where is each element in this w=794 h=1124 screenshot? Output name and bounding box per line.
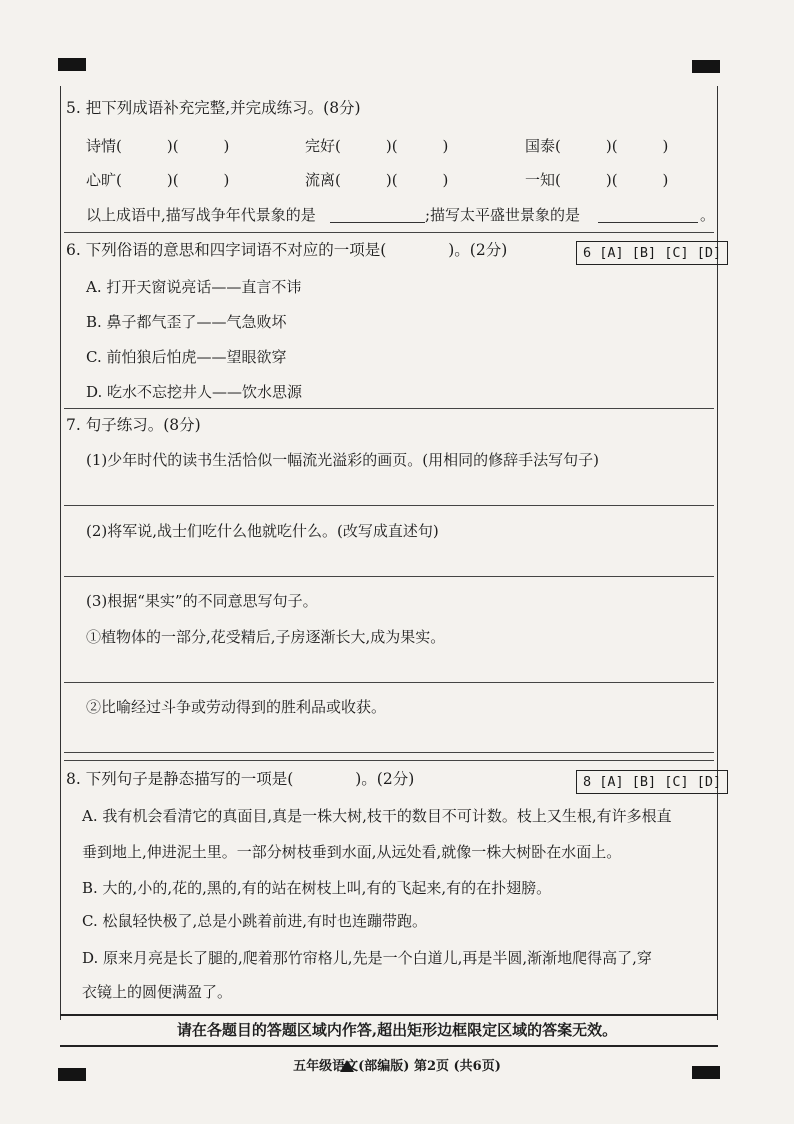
q7-title: 7. 句子练习。(8分) [66,416,201,434]
q5-blank-peace[interactable] [598,222,698,223]
q8-option-b: B. 大的,小的,花的,黑的,有的站在树枝上叫,有的飞起来,有的在扑翅膀。 [82,879,552,897]
q7-answer-line-2[interactable] [64,576,714,577]
q8-option-c: C. 松鼠轻快极了,总是小跳着前进,有时也连蹦带跑。 [82,912,428,930]
q8-option-d-line1: D. 原来月亮是长了腿的,爬着那竹帘格儿,先是一个白道儿,再是半圆,渐渐地爬得高了,穿 [82,949,652,967]
page-number: 五年级语文(部编版) 第2页 (共6页) [293,1059,501,1074]
q8-answer-box[interactable]: 8 [A] [B] [C] [D] [576,770,728,794]
q8-option-a-line1: A. 我有机会看清它的真面目,真是一株大树,枝干的数目不可计数。枝上又生根,有许多根直 [82,807,672,825]
divider-q5-q6 [64,232,714,233]
divider-q6-q7 [64,408,714,409]
q5-idiom-3: 国泰( )( ) [525,137,669,155]
q7-answer-line-3a[interactable] [64,682,714,683]
q5-blank-war[interactable] [330,222,425,223]
q5-title: 5. 把下列成语补充完整,并完成练习。(8分) [66,99,361,117]
q7-answer-line-1[interactable] [64,505,714,506]
q6-option-b: B. 鼻子都气歪了——气急败坏 [86,313,287,331]
q5-fill-b: ;描写太平盛世景象的是 [425,206,581,224]
q6-option-a: A. 打开天窗说亮话——直言不讳 [86,278,302,296]
footer-rule-top [60,1014,718,1016]
q7-sentence-3: (3)根据“果实”的不同意思写句子。 [86,592,318,610]
q5-idiom-5: 流离( )( ) [305,171,449,189]
q6-answer-box[interactable]: 6 [A] [B] [C] [D] [576,241,728,265]
q5-fill-a: 以上成语中,描写战争年代景象的是 [86,206,316,224]
divider-q7-q8 [64,760,714,761]
q5-idiom-6: 一知( )( ) [525,171,669,189]
footer-rule-bottom [60,1045,718,1047]
answer-area-notice: 请在各题目的答题区域内作答,超出矩形边框限定区域的答案无效。 [176,1021,618,1039]
q5-fill-end: 。 [700,206,716,224]
q5-idiom-2: 完好( )( ) [305,137,449,155]
q7-sentence-2: (2)将军说,战士们吃什么他就吃什么。(改写成直述句) [86,522,439,540]
q7-sentence-3b: ②比喻经过斗争或劳动得到的胜利品或收获。 [86,698,387,716]
q6-option-d: D. 吃水不忘挖井人——饮水思源 [86,383,303,401]
q5-idiom-4: 心旷( )( ) [86,171,230,189]
q7-sentence-3a: ①植物体的一部分,花受精后,子房逐渐长大,成为果实。 [86,628,446,646]
q8-option-a-line2: 垂到地上,伸进泥土里。一部分树枝垂到水面,从远处看,就像一株大树卧在水面上。 [82,843,622,861]
q6-title: 6. 下列俗语的意思和四字词语不对应的一项是( )。(2分) [66,241,508,259]
q8-option-d-line2: 衣镜上的圆便满盈了。 [82,983,233,1001]
q7-answer-line-3b[interactable] [64,752,714,753]
q6-option-c: C. 前怕狼后怕虎——望眼欲穿 [86,348,287,366]
q8-title: 8. 下列句子是静态描写的一项是( )。(2分) [66,770,415,788]
registration-mark-top-left [58,58,86,71]
registration-mark-top-right [692,60,720,73]
q7-sentence-1: (1)少年时代的读书生活恰似一幅流光溢彩的画页。(用相同的修辞手法写句子) [86,451,599,469]
q5-idiom-1: 诗情( )( ) [86,137,230,155]
